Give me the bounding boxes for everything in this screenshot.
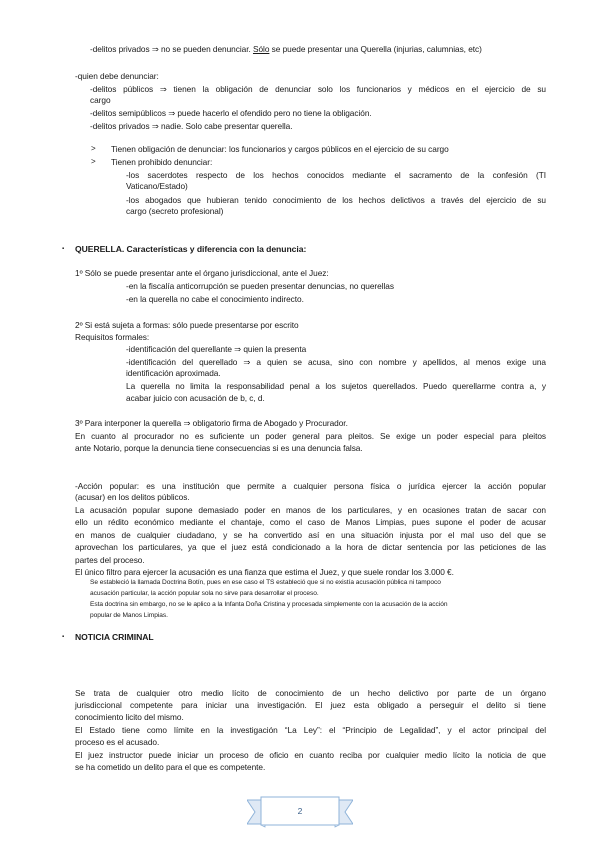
text-line: -los abogados que hubieran tenido conocimiento de los hechos delictivos a través del ejercicio de su (126, 195, 546, 205)
underlined-word: Sólo (252, 44, 270, 54)
text-line: -en la fiscalía anticorrupción se pueden presentar denuncias, no querellas (126, 281, 394, 291)
section-heading: QUERELLA. Características y diferencia con la denuncia: (75, 244, 307, 254)
chevron-bullet-icon: > (91, 157, 96, 166)
text-line: Se trata de cualquier otro medio lícito de conocimiento de un hecho delictivo por parte de un órgano (75, 688, 546, 698)
text-line: jurisdiccional competente para iniciar una investigación. El juez esta obligado a perseguir el delito si tiene (75, 700, 546, 710)
text-segment: se puede presentar una Querella (injurias, calumnias, etc) (271, 44, 482, 54)
page-number: 2 (297, 806, 303, 816)
text-line: se ha cometido un delito para el que es competente. (75, 762, 266, 772)
text-line: -delitos privados ⇒ nadie. Solo cabe presentar querella. (90, 121, 293, 131)
text-line: El único filtro para ejercer la acusación es una fianza que estima el Juez, y que suele rondar los 3.000 €. (75, 567, 454, 577)
small-text-line: acusación particular, la acción popular sola no sirve para desarrollar el proceso. (90, 590, 319, 597)
text-line: -identificación del querellante ⇒ quien la presenta (126, 344, 307, 354)
text-line: (acusar) en los delitos públicos. (75, 492, 190, 502)
square-bullet-icon: ▪ (62, 246, 65, 252)
text-line: conocimiento licito del mismo. (75, 712, 184, 722)
text-line: -en la querella no cabe el conocimiento indirecto. (126, 294, 304, 304)
section-heading: NOTICIA CRIMINAL (75, 632, 154, 642)
text-line: en manos de cualquier ciudadano, y se ha convertido así en una situación injusta por el mal uso del que se (75, 530, 546, 540)
text-line: 1º Sólo se puede presentar ante el órgano jurisdiccional, ante el Juez: (75, 268, 329, 278)
text-line: 2º Si está sujeta a formas: sólo puede presentarse por escrito (75, 320, 299, 330)
text-line: 3º Para interponer la querella ⇒ obligatorio firma de Abogado y Procurador. (75, 418, 348, 428)
text-line: ante Notario, porque la denuncia tiene consecuencias si es una denuncia falsa. (75, 443, 363, 453)
text-line: La acusación popular supone demasiado poder en manos de los particulares, y en ocasiones tratan de sacar con (75, 505, 546, 515)
text-line: partes del proceso. (75, 555, 145, 565)
text-segment: -delitos privados ⇒ no se pueden denunciar. (90, 44, 251, 54)
square-bullet-icon: ▪ (62, 634, 65, 640)
text-line: El Estado tiene como límite en la investigación “La Ley”: el “Principio de Legalidad”, y el actor principal del (75, 725, 546, 735)
page-number-ribbon (247, 796, 353, 828)
text-line: El juez instructor puede iniciar un proceso de oficio en cuanto reciba por cualquier medio lícito la noticia de que (75, 750, 546, 760)
text-line: En cuanto al procurador no es suficiente un poder general para pleitos. Se exige un poder especial para pleitos (75, 431, 546, 441)
text-line: Requisitos formales: (75, 332, 150, 342)
text-line: -Acción popular: es una institución que permite a cualquier persona física o jurídica ejercer la acción popular (75, 481, 546, 491)
small-text-line: Se estableció la llamada Doctrina Botín, pues en ese caso el TS estableció que si no existía acusación pública ni tampoco (90, 579, 441, 586)
text-line: Vaticano/Estado) (126, 181, 188, 191)
text-line: proceso es el acusado. (75, 737, 160, 747)
text-line: ello un rédito económico mediante el chantaje, como el caso de Manos Limpias, pues supone el poder de acusar (75, 517, 546, 527)
text-line: acabar juicio con acusación de b, c, d. (126, 393, 265, 403)
small-text-line: Esta doctrina sin embargo, no se le aplico a la Infanta Doña Cristina y procesada simplemente con la acusación de la acción (90, 601, 448, 608)
chevron-bullet-icon: > (91, 144, 96, 153)
text-line: identificación aproximada. (126, 368, 221, 378)
text-line: aprovechan los particulares, ya que el juez está condicionado a la hora de dictar sentencia por las peticiones de las (75, 542, 546, 552)
text-line (90, 44, 482, 54)
text-line: Tienen obligación de denunciar: los funcionarios y cargos públicos en el ejercicio de su cargo (111, 144, 449, 154)
text-line: -los sacerdotes respecto de los hechos conocidos mediante el sacramento de la confesión (TI (126, 170, 546, 180)
text-line: cargo (secreto profesional) (126, 206, 224, 216)
small-text-line: popular de Manos Limpias. (90, 612, 168, 619)
text-line: cargo (90, 95, 111, 105)
text-line: -quien debe denunciar: (75, 71, 159, 81)
text-line: La querella no limita la responsabilidad penal a los sujetos querellados. Puedo querellarme contra a, y (126, 381, 546, 391)
text-line: Tienen prohibido denunciar: (111, 157, 213, 167)
text-line: -delitos semipúblicos ⇒ puede hacerlo el ofendido pero no tiene la obligación. (90, 108, 372, 118)
text-line: -delitos públicos ⇒ tienen la obligación de denunciar solo los funcionarios y médicos en el ejercicio de su (90, 84, 546, 94)
text-line: -identificación del querellado ⇒ a quien se acusa, sino con nombre y apellidos, al menos exige una (126, 357, 546, 367)
